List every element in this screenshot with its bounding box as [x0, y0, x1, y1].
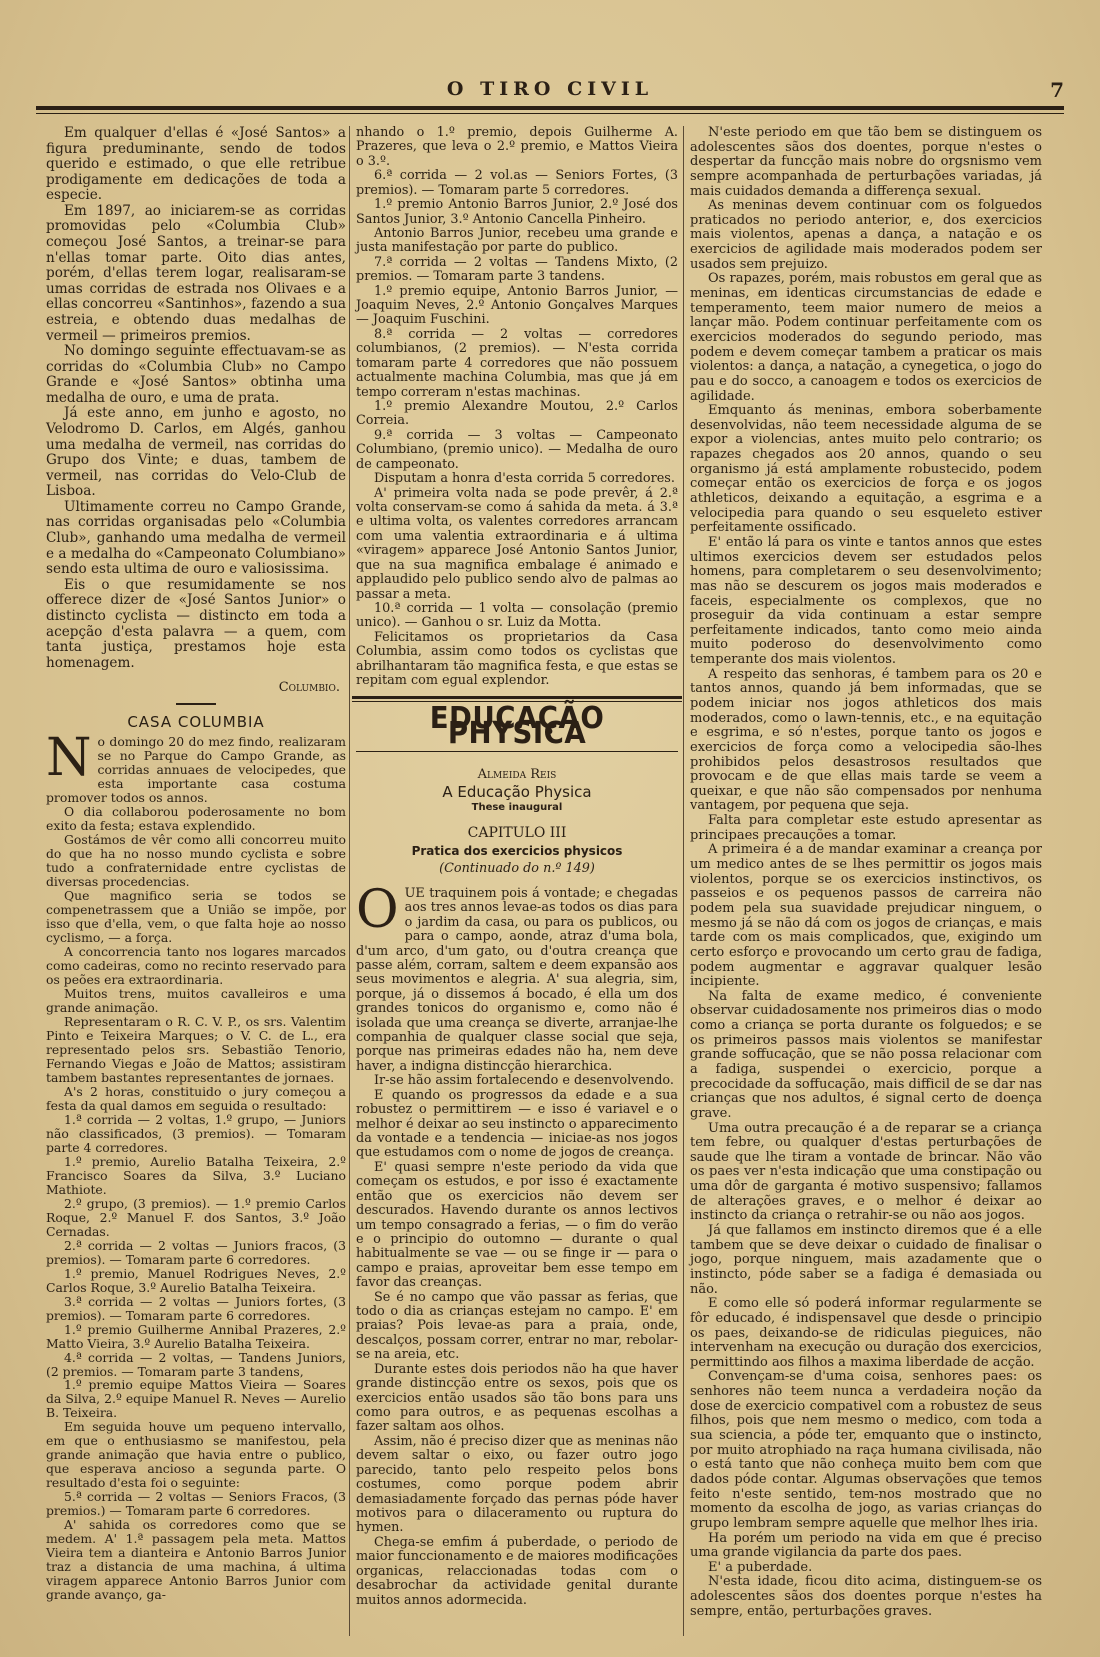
paragraph: E como elle só poderá informar regularmente se fôr educado, é indispensavel que desde o principio os paes, deixando-se de ridiculas pieguices, não intervenham na execução ou duração dos exercicios, permittindo aos filhos a maxima liberdade de acção. — [690, 1296, 1042, 1370]
paragraph: E' quasi sempre n'este periodo da vida que começam os estudos, e por isso é exactamente então que os exercicios não devem ser descurados. Havendo durante os annos lectivos um tempo consagrado a ferias, — o fim do verão e o principio do outomno — durante o qual habitualmente se vae — ou se finge ir — para o campo e praias, aproveitar bem esse tempo em favor das creanças. — [356, 1159, 678, 1291]
paragraph: Uma outra precaução é a de reparar se a criança tem febre, ou qualquer d'estas perturbações de saude que lhe tiram a vontade de brincar. Não vão os paes ver n'esta indicação que uma constipação ou uma dôr de garganta é motivo suspensivo; fallamos de alterações graves, e o melhor é deixar ao instincto da criança o retrahir-se ou não aos jogos. — [690, 1120, 1042, 1224]
article-title: A Educação Physica — [442, 782, 592, 801]
paragraph: Em qualquer d'ellas é «José Santos» a figura preduminante, sendo de todos querido e estimado, o que elle retribue prodigamente em dedicações de toda a especie. — [46, 125, 346, 204]
paragraph: Na falta de exame medico, é conveniente observar cuidadosamente nos primeiros dias o modo como a criança se porta durante os folguedos; e se os primeiros passos mais violentos se manifestar grande soffucação, que se não possa relacionar com a fadiga, suspendei o exercicio, porque a precocidade da soffucação, mais difficil de se dar nas crianças que nos adultos, é signal certo de doença grave. — [690, 988, 1042, 1121]
paragraph: A primeira é a de mandar examinar a creança por um medico antes de se lhes permittir os jogos mais violentos, porque se os exercicios instinctivos, os passeios e os pequenos passos de carreira não podem pela sua suavidade prejudicar ninguem, o mesmo já se não dá com os jogos de crianças, e mais tarde com os mais complicados, que, exigindo um certo esforço e provocando um certo grau de fadiga, podem augmentar e aggravar qualquer lesão incipiente. — [690, 842, 1042, 990]
paragraph: 1.º premio, Aurelio Batalha Teixeira, 2.º Francisco Soares da Silva, 3.º Luciano Mathiote. — [46, 1153, 346, 1197]
paragraph: 5.ª corrida — 2 voltas — Seniors Fracos, (3 premios.) — Tomaram parte 6 corredores. — [46, 1489, 346, 1519]
paragraph: Antonio Barros Junior, recebeu uma grande e justa manifestação por parte do publico. — [356, 225, 678, 256]
paragraph: A's 2 horas, constituido o jury começou a festa da qual damos em seguida o resultado: — [46, 1083, 346, 1113]
paragraph: Durante estes dois periodos não ha que haver grande distincção entre os sexos, pois que os exercicios então usados são tão bons para uns como para outros, e as pequenas escolhas a fazer saltam aos olhos. — [356, 1361, 678, 1435]
paragraph: Gostámos de vêr como alli concorreu muito do que ha no nosso mundo cyclista e sobre tudo a confraternidade entre cyclistas de diversas procedencias. — [46, 832, 346, 890]
paragraph: nhando o 1.º premio, depois Guilherme A. Prazeres, que leva o 2.º premio, e Mattos Vieira o 3.º. — [356, 125, 678, 169]
paragraph: 1.º premio Alexandre Moutou, 2.º Carlos Correia. — [356, 399, 678, 429]
section-title: EDUCAÇÃO PHYSICA — [429, 701, 605, 751]
paragraph: Em 1897, ao iniciarem-se as corridas promovidas pelo «Columbia Club» começou José Santos, a treinar-se para n'ellas tomar parte. Oito dias antes, porém, d'ellas terem logar, realisaram-se umas corridas de estrada nos Olivaes e a ellas concorreu «Santinhos», fazendo a sua estreia, e obtendo duas medalhas de vermeil — primeiros premios. — [46, 202, 346, 344]
paragraph: A concorrencia tanto nos logares marcados como cadeiras, como no recinto reservado para os peões era extraordinaria. — [46, 943, 346, 987]
paragraph: 1.º premio equipe Mattos Vieira — Soares da Silva, 2.º equipe Manuel R. Neves — Aurelio B. Teixeira. — [46, 1377, 346, 1421]
paragraph: O dia collaborou poderosamente no bom exito da festa; estava explendido. — [46, 804, 346, 834]
paragraph: 3.ª corrida — 2 voltas — Juniors fortes, (3 premios). — Tomaram parte 6 corredores. — [46, 1293, 346, 1323]
paragraph: 8.ª corrida — 2 voltas — corredores columbianos, (2 premios). — N'esta corrida tomaram parte 4 corredores que não possuem actualmente machina Columbia, mas que já em tempo correram n'estas machinas. — [356, 326, 678, 400]
section-divider — [176, 703, 216, 705]
paragraph: 2.ª corrida — 2 voltas — Juniors fracos, (3 premios). — Tomaram parte 6 corredores. — [46, 1237, 346, 1267]
paragraph: 1.º premio Antonio Barros Junior, 2.º José dos Santos Junior, 3.º Antonio Cancella Pinheiro. — [356, 197, 678, 227]
drop-cap: O — [356, 879, 399, 940]
paragraph: 6.ª corrida — 2 vol.as — Seniors Fortes, (3 premios). — Tomaram parte 5 corredores. — [356, 168, 678, 198]
paragraph: Já que fallamos em instincto diremos que é a elle tambem que se deve deixar o cuidado de finalisar o jogo, porque ninguem, mais azadamente que o instincto, póde saber se a fadiga é demasiada ou não. — [690, 1223, 1042, 1297]
lead-text: UE traquinem pois á vontade; e chegadas aos tres annos levae-as todos os dias para o jardim da casa, ou para os publicos, ou para o campo, aonde, atraz d'uma bola, d'um arco, d'um gato, ou d'outra creança que passe além, corram, saltem e deem expansão aos seus movimentos e alegria. A' sua alegria, sim, porque, já o dissemos á bocado, é ella um dos grandes tonicos do organismo e, como não é isolada que uma creança se diverte, arranjae-lhe companhia de qualquer classe social que seja, porque nas primeiras edades não ha, nem deve haver, a indigna distincção hierarchica. — [356, 885, 678, 1074]
paragraph: Muitos trens, muitos cavalleiros e uma grande animação. — [46, 985, 346, 1015]
page-number: 7 — [1050, 78, 1064, 102]
paragraph: Falta para completar este estudo apresentar as principaes precauções a tomar. — [690, 813, 1042, 843]
paragraph: Ha porém um periodo na vida em que é preciso uma grande vigilancia da parte dos paes. — [690, 1530, 1042, 1561]
paragraph: As meninas devem continuar com os folguedos praticados no periodo anterior, e, dos exercicios mais violentos, apenas a dança, a natação e os exercicios de agilidade mais moderados podem ser usados sem prejuizo. — [690, 198, 1042, 272]
chapter-title: Pratica dos exercicios physicos — [411, 843, 623, 858]
paragraph: Ir-se hão assim fortalecendo e desenvolvendo. — [374, 1073, 674, 1089]
paragraph: Emquanto ás meninas, embora soberbamente desenvolvidas, não teem necessidade alguma de se expor a violencias, antes muito pelo contrario; os rapazes chegados aos 20 annos, quando o seu organismo já está amplamente robustecido, podem começar então os exercicios de força e os jogos athleticos, deixando a equitação, a esgrima e a velocipedia para quando o seu esqueleto estiver perfeitamente ossificado. — [690, 403, 1042, 536]
paragraph: No domingo seguinte effectuavam-se as corridas do «Columbia Club» no Campo Grande e «José Santos» obtinha uma medalha de ouro, e uma de prata. — [46, 343, 346, 406]
paragraph: A respeito das senhoras, é tambem para os 20 e tantos annos, quando já bem informadas, que se podem iniciar nos jogos athleticos dos mais moderados, como o lawn-tennis, etc., e na equitação e esgrima, e só n'estes, porque tanto os jogos e exercicios de força como a velocipedia são-lhes prohibidos pelos desastrosos resultados que provocam e de que ellas mais tarde se veem a queixar, e que não são compensados por nenhuma vantagem, por pequena que seja. — [690, 666, 1042, 814]
lead-text: o domingo 20 do mez findo, realizaram se no Parque do Campo Grande, as corridas annuaes de velocipedes, que esta importante casa costuma promover todos os annos. — [46, 734, 346, 806]
paragraph: 9.ª corrida — 3 voltas — Campeonato Columbiano, (premio unico). — Medalha de ouro de campeonato. — [356, 427, 678, 472]
paragraph: 1.ª corrida — 2 voltas, 1.º grupo, — Juniors não classificados, (3 premios). — Tomaram parte 4 corredores. — [46, 1111, 346, 1155]
thesis-label: These inaugural — [471, 802, 563, 814]
paragraph: 7.ª corrida — 2 voltas — Tandens Mixto, (2 premios. — Tomaram parte 3 tandens. — [356, 254, 678, 285]
paragraph: N'esta idade, ficou dito acima, distinguem-se os adolescentes sãos dos doentes porque n'estes ha sempre, então, perturbações graves. — [690, 1574, 1042, 1619]
drop-cap: N — [46, 728, 92, 789]
paragraph: N'este periodo em que tão bem se distinguem os adolescentes sãos dos doentes, porque n'estes o despertar da funcção mais nobre do orgsnismo vem sempre acompanhada de perturbações variadas, já mais cuidados demanda a differença sexual. — [690, 125, 1042, 199]
page-header — [36, 78, 1064, 102]
column-1 — [46, 126, 346, 1602]
section-heading: CASA COLUMBIA — [127, 713, 265, 732]
paragraph: 2.º grupo, (3 premios). — 1.º premio Carlos Roque, 2.º Manuel F. dos Santos, 3.º João Cernadas. — [46, 1195, 346, 1239]
paragraph: 1.º premio equipe, Antonio Barros Junior, — Joaquim Neves, 2.º Antonio Gonçalves Marques — Joaquim Fuschini. — [356, 283, 678, 328]
column-3 — [690, 126, 1042, 1619]
paragraph: Que magnifico seria se todos se compenetrassem que a União se impõe, por isso que d'ella, vem, o que falta hoje ao nosso cyclismo, — a força. — [46, 888, 346, 945]
paragraph: Eis o que resumidamente se nos offerece dizer de «José Santos Junior» o distincto cyclista — distincto em toda a acepção d'esta palavra — a quem, com tanta justiça, prestamos hoje esta homenagem. — [46, 576, 346, 671]
paragraph: Ultimamente correu no Campo Grande, nas corridas organisadas pelo «Columbia Club», ganhando uma medalha de vermeil e a medalha do «Campeonato Columbiano» sendo esta ultima de ouro e valiosissima. — [46, 498, 346, 578]
column-divider-2 — [683, 126, 684, 1636]
paragraph: E quando os progressos da edade e a sua robustez o permittirem — e isso é variavel e o melhor é deixar ao seu instincto o apparecimento da vontade e a tendencia — iniciae-as nos jogos que estudamos com o nome de jogos de creança. — [356, 1087, 678, 1161]
signature: Columbio. — [278, 680, 340, 696]
paragraph: 4.ª corrida — 2 voltas, — Tandens Juniors, (2 premios. — Tomaram parte 3 tandens, — [46, 1349, 346, 1379]
column-2 — [356, 126, 678, 1608]
paragraph: E' a puberdade. — [708, 1559, 813, 1575]
paragraph: Chega-se emfim á puberdade, o periodo de maior funccionamento e de maiores modificações organicas, relaccionadas todas com o desabrochar da actividade genital durante muitos annos adormecida. — [356, 1534, 678, 1608]
lead-paragraph — [356, 879, 678, 1074]
paragraph: 1.º premio, Manuel Rodrigues Neves, 2.º Carlos Roque, 3.º Aurelio Batalha Teixeira. — [46, 1265, 346, 1295]
biography-section — [46, 126, 346, 671]
author-name: Almeida Reis — [477, 767, 557, 783]
paragraph: Se é no campo que vão passar as ferias, que todo o dia as crianças estejam no campo. E' em praias? Pois levae-as para a praia, onde, descalços, possam correr, entrar no mar, rebolar-se na areia, etc. — [356, 1289, 678, 1363]
lead-paragraph — [46, 728, 346, 806]
header-rule-thin — [36, 113, 1064, 114]
paragraph: E' então lá para os vinte e tantos annos que estes ultimos exercicios devem ser estudados pelos homens, para completarem o seu desenvolvimento; mas não se descurem os jogos mais moderados e faceis, especialmente os complexos, que no proseguir da vida continuam a estar sempre perfeitamente indicados, tanto como meio ainda muito poderoso do desenvolvimento como temperante dos mais violentos. — [690, 534, 1042, 668]
paragraph: Disputam a honra d'esta corrida 5 corredores. — [374, 471, 675, 487]
paragraph: A' sahida os corredores como que se medem. A' 1.ª passagem pela meta. Mattos Vieira tem a dianteira e Antonio Barros Junior traz a distancia de uma machina, á ultima viragem apparece Antonio Barros Junior com grande avanço, ga- — [46, 1517, 346, 1603]
section-rule-under — [356, 751, 678, 752]
paragraph: Em seguida houve um pequeno intervallo, em que o enthusiasmo se manifestou, pela grande animação que havia entre o publico, que esperava ancioso a segunda parte. O resultado d'esta foi o seguinte: — [46, 1419, 346, 1491]
paragraph: 1.º premio Guilherme Annibal Prazeres, 2.º Matto Vieira, 3.º Aurelio Batalha Teixeira. — [46, 1321, 346, 1351]
paragraph: Convençam-se d'uma coisa, senhores paes: os senhores não teem nunca a verdadeira noção da dose de exercicio compativel com a robustez de seus filhos, pois que nem mesmo o medico, com toda a sua sciencia, a póde ter, emquanto que o instincto, por muito atrophiado na raça humana civilisada, não o está tanto que não conheça muito bem com que dados póde contar. Algumas observações que temos feito n'este sentido, tem-nos mostrado que no momento da escolha de jogo, as varias crianças do grupo lembram sempre aquelle que melhor lhes iria. — [690, 1369, 1042, 1531]
continued-note: (Continuado do n.º 149) — [439, 861, 595, 877]
paragraph: A' primeira volta nada se pode prevêr, á 2.ª volta conservam-se como á sahida da meta. á 3.ª e ultima volta, os valentes corredores arrancam com uma valentia extraordinaria e á ultima «viragem» apparece José Antonio Santos Junior, que na sua magnifica embalage é animado e applaudido pelo publico sendo alvo de palmas ao passar a meta. — [356, 485, 678, 602]
paragraph: Representaram o R. C. V. P., os srs. Valentim Pinto e Teixeira Marques; o V. C. de L., era representado pelos srs. Sebastião Tenorio, Fernando Viegas e João de Mattos; assistiram tambem bastantes representantes de jornaes. — [46, 1013, 346, 1085]
paragraph: Felicitamos os proprietarios da Casa Columbia, assim como todos os cyclistas que abrilhantaram tão magnifica festa, e que estas se repitam com egual explendor. — [356, 629, 678, 689]
paragraph: Assim, não é preciso dizer que as meninas não devem saltar o eixo, ou fazer outro jogo parecido, tanto pelo respeito pelos bons costumes, como porque podem abrir demasiadamente forçado das pernas póde haver motivos para o dilaceramento ou ruptura do hymen. — [356, 1433, 678, 1536]
chapter-number: CAPITULO III — [467, 824, 567, 841]
header-rule-thick — [36, 106, 1064, 110]
paragraph: Os rapazes, porém, mais robustos em geral que as meninas, em identicas circumstancias de edade e temperamento, teem maior numero de meios a lançar mão. Podem continuar perfeitamente com os exercicios moderados do segundo periodo, mas podem e devem começar tambem a praticar os mais violentos: a dança, a natação, a cynegetica, o jogo do pau e do socco, a canoagem e todos os exercicios de agilidade. — [690, 271, 1042, 404]
paragraph: Já este anno, em junho e agosto, no Velodromo D. Carlos, em Algés, ganhou uma medalha de vermeil, nas corridas do Grupo dos Vinte; e duas, tambem de vermeil, nas corridas do Velo-Club de Lisboa. — [46, 405, 346, 500]
paragraph: 10.ª corrida — 1 volta — consolação (premio unico). — Ganhou o sr. Luiz da Motta. — [356, 600, 678, 631]
running-title: O TIRO CIVIL — [446, 78, 654, 100]
column-divider-1 — [349, 126, 350, 1636]
